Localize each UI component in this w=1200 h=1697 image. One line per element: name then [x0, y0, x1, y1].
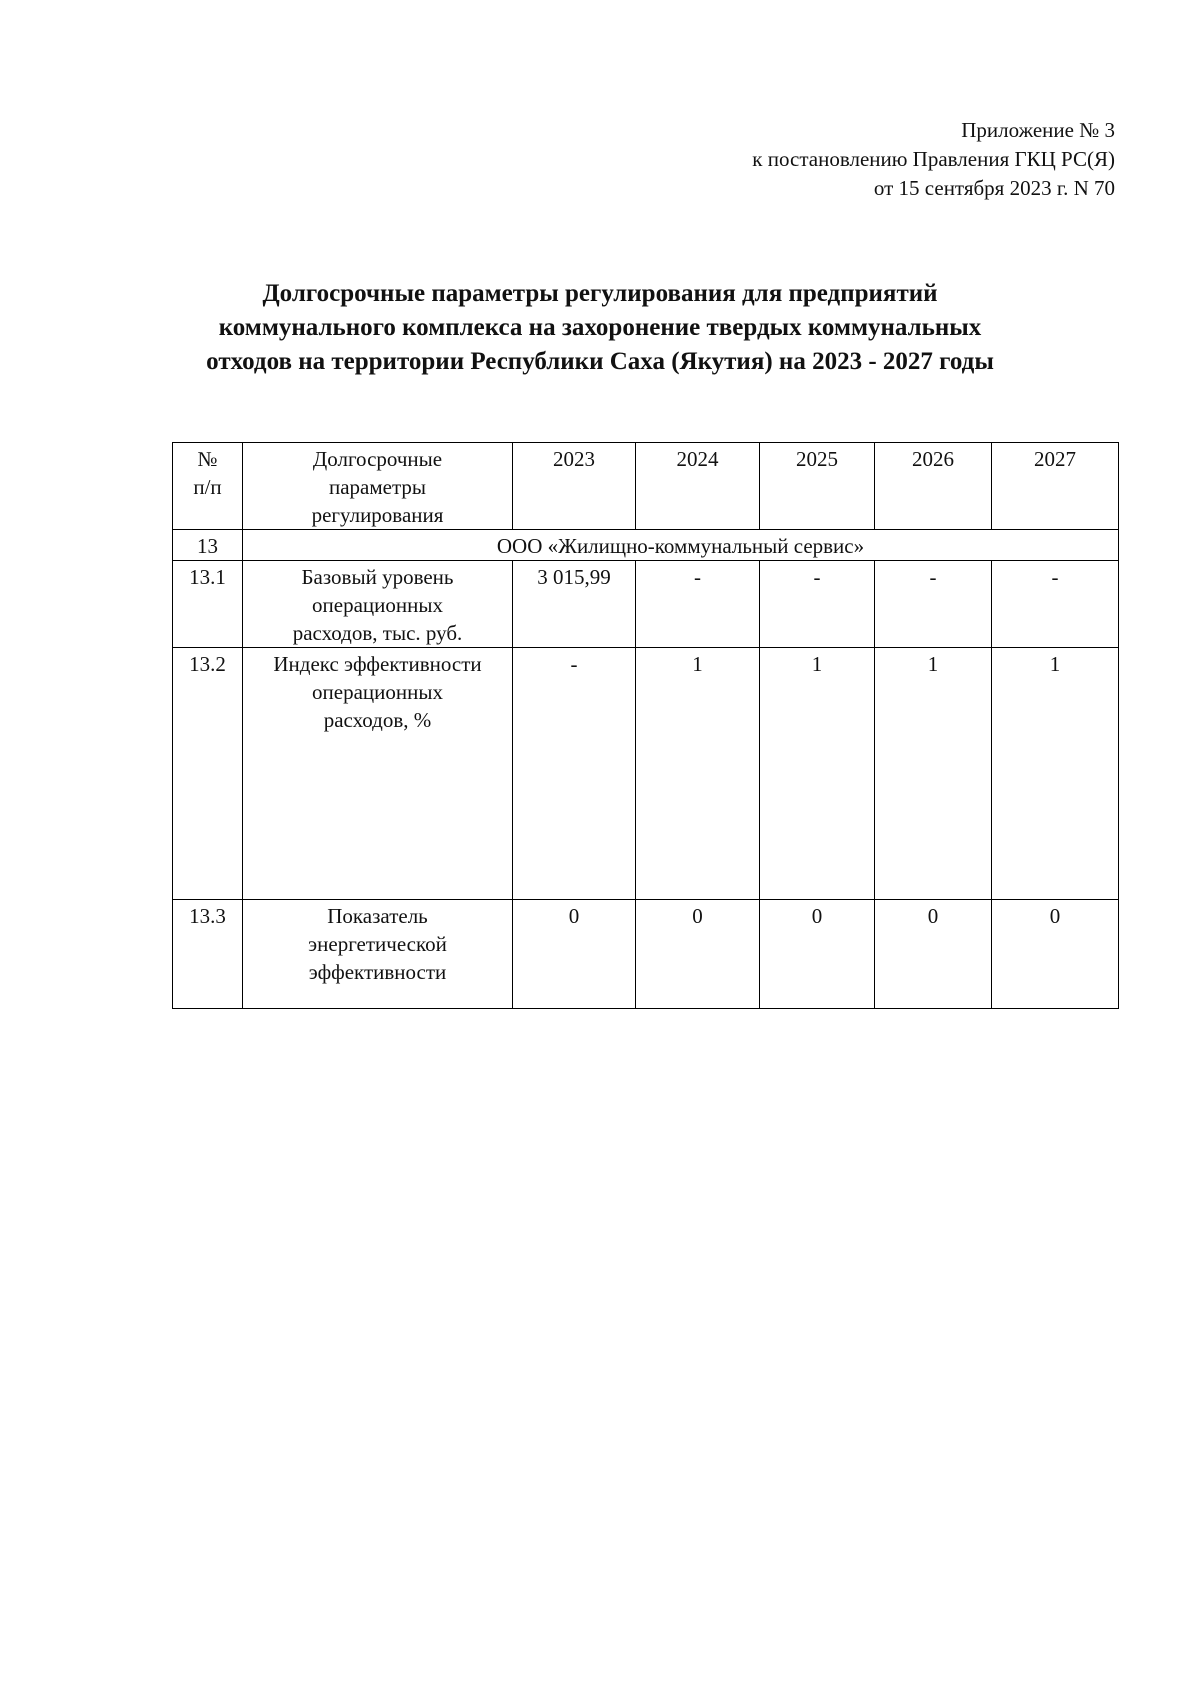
resolution-reference: к постановлению Правления ГКЦ РС(Я) [752, 147, 1115, 171]
value-cell: 0 [875, 900, 992, 1009]
row-number: 13.1 [173, 561, 243, 648]
value-cell: 1 [760, 648, 875, 900]
company-name: ООО «Жилищно-коммунальный сервис» [243, 530, 1119, 561]
document-title [150, 277, 1050, 379]
header-cell-year: 2024 [636, 443, 760, 530]
value-cell: - [875, 561, 992, 648]
value-cell: 1 [875, 648, 992, 900]
header-cell-year: 2023 [513, 443, 636, 530]
row-number: 13.2 [173, 648, 243, 900]
table-row [173, 900, 1119, 1009]
title-line-2: коммунального комплекса на захоронение твердых коммунальных [218, 314, 982, 341]
header-cell-number: № п/п [173, 443, 243, 530]
table-row [173, 648, 1119, 900]
header-cell-year: 2026 [875, 443, 992, 530]
value-cell: - [636, 561, 760, 648]
header-cell-parameter: Долгосрочные параметры регулирования [243, 443, 513, 530]
value-cell: - [992, 561, 1119, 648]
row-number: 13.3 [173, 900, 243, 1009]
title-line-1: Долгосрочные параметры регулирования для предприятий [262, 280, 938, 307]
company-row [173, 530, 1119, 561]
value-cell: 3 015,99 [513, 561, 636, 648]
value-cell: - [513, 648, 636, 900]
value-cell: 1 [636, 648, 760, 900]
parameters-table [172, 442, 1119, 1009]
value-cell: 0 [513, 900, 636, 1009]
row-parameter: Индекс эффективности операционных расходов, % [243, 648, 513, 900]
row-parameter: Базовый уровень операционных расходов, тыс. руб. [243, 561, 513, 648]
value-cell: - [760, 561, 875, 648]
value-cell: 0 [992, 900, 1119, 1009]
value-cell: 1 [992, 648, 1119, 900]
table-row [173, 561, 1119, 648]
header-cell-year: 2027 [992, 443, 1119, 530]
title-line-3: отходов на территории Республики Саха (Якутия) на 2023 - 2027 годы [206, 348, 994, 375]
header-cell-year: 2025 [760, 443, 875, 530]
appendix-number: Приложение № 3 [961, 118, 1115, 142]
value-cell: 0 [636, 900, 760, 1009]
appendix-header [752, 116, 1115, 203]
value-cell: 0 [760, 900, 875, 1009]
resolution-date: от 15 сентября 2023 г. N 70 [873, 176, 1115, 200]
company-number: 13 [173, 530, 243, 561]
table-header-row [173, 443, 1119, 530]
row-parameter: Показатель энергетической эффективности [243, 900, 513, 1009]
